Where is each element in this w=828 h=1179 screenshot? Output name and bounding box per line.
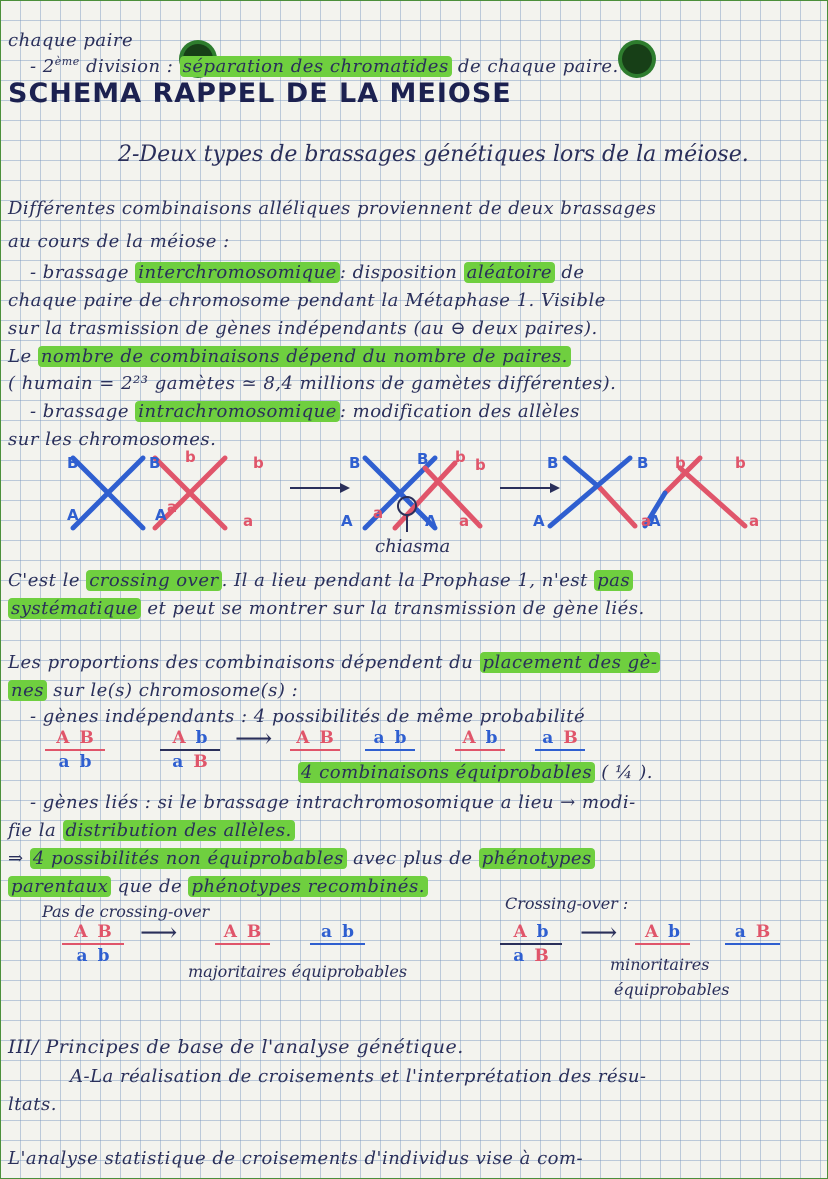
binder-hole-right [622, 44, 652, 74]
section3-heading: III/ Principes de base de l'analyse génétique. [8, 1036, 464, 1058]
svg-text:B: B [637, 454, 649, 472]
para1-line2: au cours de la méiose : [8, 231, 230, 252]
svg-text:b: b [455, 448, 466, 466]
svg-text:A: A [155, 506, 167, 524]
svg-text:a: a [459, 512, 470, 530]
gamete-recombinant-aB: a B [725, 922, 780, 946]
gamete-ab: a b [365, 728, 415, 752]
svg-text:a: a [243, 512, 254, 530]
svg-text:A: A [67, 506, 79, 524]
arrow-co: ⟶ [580, 918, 618, 948]
para1-line8: - brassage intrachromosomique : modification des allèles [30, 401, 580, 422]
svg-text:B: B [417, 450, 429, 468]
svg-text:a: a [641, 512, 652, 530]
gamete-parental-AB: A B [215, 922, 270, 946]
svg-text:b: b [185, 448, 196, 466]
svg-text:A: A [533, 512, 545, 530]
majority-label: majoritaires équiprobables [188, 962, 408, 981]
gamete-parental-ab: a b [310, 922, 365, 946]
minority-label-2: équiprobables [614, 980, 730, 999]
section3-last-line: L'analyse statistique de croisements d'individus vise à com- [8, 1148, 584, 1169]
svg-text:A: A [425, 512, 437, 530]
svg-text:b: b [475, 456, 486, 474]
para3-line6: fie la distribution des allèles. [8, 820, 295, 841]
header-line2: - 2ème division : séparation des chromatides de chaque paire. [30, 55, 619, 77]
header-line1: chaque paire [8, 30, 134, 51]
genotype-fraction-1: A B a b [45, 728, 105, 772]
para1-line3: - brassage interchromosomique : disposition aléatoire de [30, 262, 585, 283]
section3-sub-line1: A-La réalisation de croisements et l'interprétation des résu- [70, 1066, 647, 1087]
svg-text:B: B [349, 454, 361, 472]
crossing-over-label: Crossing-over : [505, 894, 629, 913]
svg-text:B: B [67, 454, 79, 472]
gamete-recombinant-Ab: A b [635, 922, 690, 946]
para3-line7: ⇒ 4 possibilités non équiprobables avec plus de phénotypes [8, 848, 595, 869]
section3-sub-line2: ltats. [8, 1094, 57, 1115]
section-subtitle: 2-Deux types de brassages génétiques lors de la méiose. [118, 142, 749, 167]
svg-text:B: B [547, 454, 559, 472]
arrow-no-co: ⟶ [140, 918, 178, 948]
para3-line3: - gènes indépendants : 4 possibilités de même probabilité [30, 706, 586, 727]
no-crossing-over-label: Pas de crossing-over [42, 902, 210, 921]
svg-text:a: a [373, 504, 384, 522]
gamete-Ab: A b [455, 728, 505, 752]
linked-fraction-parental: A B a b [62, 922, 124, 966]
para1-line7: ( humain = 2²³ gamètes ≃ 8,4 millions de gamètes différentes). [8, 373, 617, 394]
svg-text:B: B [149, 454, 161, 472]
para1-line4: chaque paire de chromosome pendant la Métaphase 1. Visible [8, 290, 606, 311]
svg-text:b: b [675, 454, 686, 472]
equiprobable-combinations: 4 combinaisons équiprobables ( ¼ ). [298, 762, 653, 783]
arrow-gametes: ⟶ [235, 724, 273, 754]
para1-line9: sur les chromosomes. [8, 429, 217, 450]
chiasma-label: chiasma [375, 536, 451, 557]
para2-line2: systématique et peut se montrer sur la transmission de gène liés. [8, 598, 645, 619]
genotype-fraction-2: A b a B [160, 728, 220, 772]
para1-line6: Le nombre de combinaisons dépend du nombre de paires. [8, 346, 571, 367]
linked-fraction-recombinant: A b a B [500, 922, 562, 966]
svg-text:A: A [649, 512, 661, 530]
gamete-AB: A B [290, 728, 340, 752]
para1-line5: sur la trasmission de gènes indépendants (au ⊖ deux paires). [8, 318, 598, 339]
svg-text:a: a [167, 498, 178, 516]
para2-line1: C'est le crossing over . Il a lieu pendant la Prophase 1, n'est pas [8, 570, 633, 591]
svg-text:b: b [735, 454, 746, 472]
minority-label-1: minoritaires [610, 955, 710, 974]
svg-text:a: a [749, 512, 760, 530]
para3-line5: - gènes liés : si le brassage intrachromosomique a lieu → modi- [30, 792, 636, 813]
page-title: SCHEMA RAPPEL DE LA MEIOSE [8, 78, 512, 109]
para3-line1: Les proportions des combinaisons dépendent du placement des gè- [8, 652, 660, 673]
gamete-aB: a B [535, 728, 585, 752]
para1-line1: Différentes combinaisons alléliques proviennent de deux brassages [8, 198, 657, 219]
svg-text:b: b [253, 454, 264, 472]
para3-line2: nes sur le(s) chromosome(s) : [8, 680, 298, 701]
para3-line8: parentaux que de phénotypes recombinés. [8, 876, 428, 897]
svg-text:A: A [341, 512, 353, 530]
